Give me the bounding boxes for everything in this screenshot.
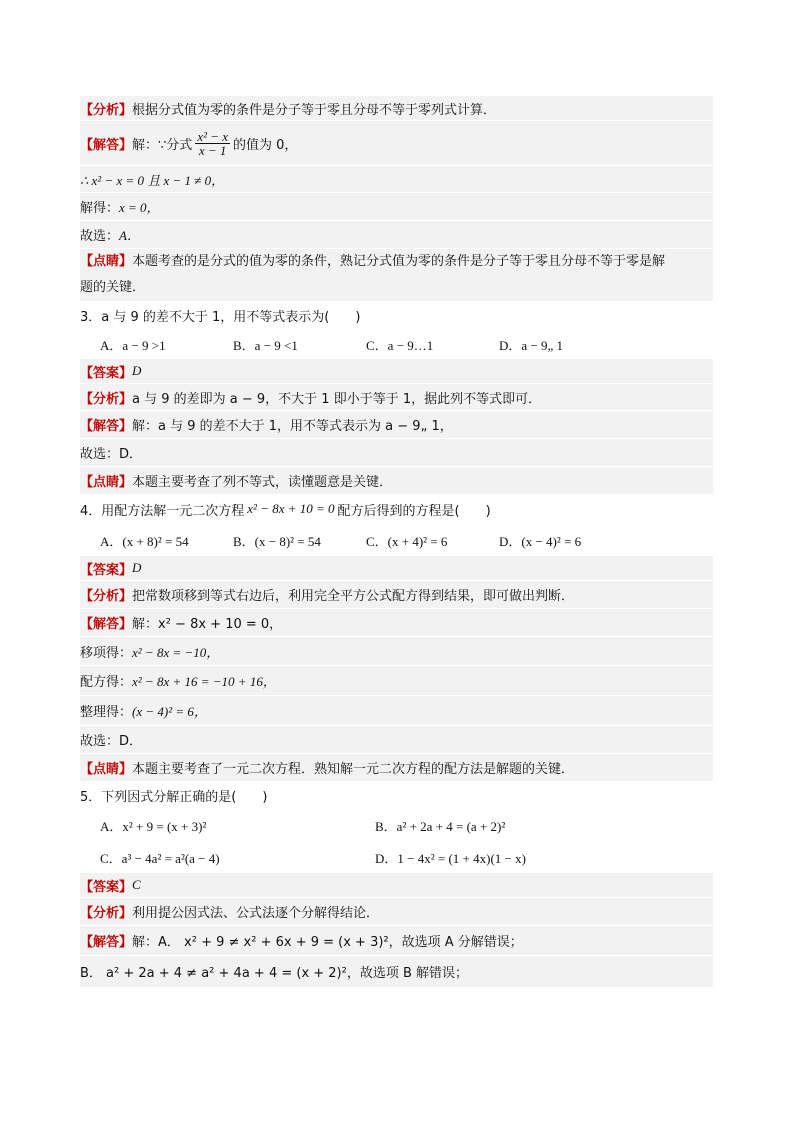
option-a: A．(x + 8)² = 54 (100, 533, 189, 549)
q4-step (80, 695, 713, 725)
answer-tag: 【解答】 (80, 137, 133, 153)
analysis-tag: 【分析】 (80, 391, 133, 407)
q4-stem (80, 494, 713, 524)
analysis-text: 根据分式值为零的条件是分子等于零且分母不等于零列式计算． (132, 102, 497, 118)
step-label: 移项得： (80, 645, 133, 661)
answer-text: 解：a 与 9 的差不大于 1，用不等式表示为 a − 9„ 1， (132, 419, 453, 434)
q4-comment (80, 753, 713, 781)
q3-options (80, 329, 713, 359)
option-d: D．1 − 4x² = (1 + 4x)(1 − x) (375, 850, 526, 866)
fraction-denominator: x − 1 (198, 142, 227, 158)
comment-tag: 【点睛】 (80, 762, 133, 777)
q4-choose (80, 725, 713, 753)
q5-analysis (80, 897, 713, 925)
q4-step (80, 665, 713, 695)
comment-tag: 【点睛】 (80, 254, 133, 269)
q4-answer (80, 608, 713, 636)
q3-comment (80, 466, 713, 494)
solution-page (80, 96, 713, 987)
option-a: A．a − 9 >1 (100, 337, 166, 353)
q2-choose (80, 220, 713, 248)
q3-answer-key (80, 359, 713, 383)
comment-text: 本题主要考查了一元二次方程．熟知解一元二次方程的配方法是解题的关键． (132, 762, 575, 777)
choose-value: A． (119, 228, 140, 243)
q2-answer (80, 120, 713, 165)
question-stem: 5．下列因式分解正确的是( ) (80, 789, 268, 805)
question-stem: 3．a 与 9 的差不大于 1，用不等式表示为( ) (80, 309, 361, 325)
option-a: A．x² + 9 = (x + 3)² (100, 818, 207, 834)
q2-analysis (80, 96, 713, 120)
step-equation: x = 0， (119, 200, 160, 215)
answer-text: B． a² + 2a + 4 ≠ a² + 4a + 4 = (x + 2)²，故选项 B 解错误； (80, 966, 469, 981)
answer-text: 解：A． x² + 9 ≠ x² + 6x + 9 = (x + 3)²，故选项 A 分解错误； (132, 935, 523, 950)
analysis-text: 把常数项移到等式右边后，利用完全平方公式配方得到结果，即可做出判断． (132, 589, 575, 604)
q4-step (80, 636, 713, 665)
q2-step1 (80, 165, 713, 192)
choose-label: 故选： (80, 229, 120, 244)
q2-step2 (80, 192, 713, 220)
question-stem-b: 配方后得到的方程是( ) (337, 503, 491, 519)
step-label: 整理得： (80, 705, 133, 720)
choose-text: 故选：D． (80, 734, 143, 749)
q5-options-row1 (80, 809, 713, 841)
choose-text: 故选：D． (80, 447, 143, 462)
answer-key-tag: 【答案】 (80, 562, 133, 578)
step-label: 配方得： (80, 675, 133, 690)
q4-options (80, 524, 713, 556)
analysis-tag: 【分析】 (80, 906, 133, 921)
analysis-tag: 【分析】 (80, 102, 133, 118)
step-equation: ∴ x² − x = 0 且 x − 1 ≠ 0， (80, 172, 225, 188)
q5-answer-key (80, 873, 713, 897)
q5-answer-line2 (80, 955, 713, 987)
option-b: B．a − 9 <1 (233, 337, 298, 353)
fraction-numerator: x² − x (197, 128, 229, 144)
q4-analysis (80, 580, 713, 608)
answer-key-tag: 【答案】 (80, 879, 133, 895)
option-b: B．(x − 8)² = 54 (233, 533, 321, 549)
analysis-text: a 与 9 的差即为 a − 9，不大于 1 即小于等于 1，据此列不等式即可． (132, 391, 542, 407)
option-c: C．(x + 4)² = 6 (366, 533, 448, 549)
step-equation: x² − 8x = −10， (132, 644, 220, 660)
option-d: D．a − 9„ 1 (499, 337, 564, 353)
comment-text: 本题主要考查了列不等式，读懂题意是关键． (132, 475, 393, 490)
answer-text-a: ∵分式 (158, 137, 193, 153)
answer-text-b: 的值为 0， (233, 137, 298, 153)
q5-stem (80, 781, 713, 809)
option-b: B．a² + 2a + 4 = (a + 2)² (375, 818, 506, 834)
answer-tag: 【解答】 (80, 419, 133, 434)
answer-prefix: 解： (132, 137, 159, 153)
step-label: 解得： (80, 201, 120, 216)
q3-answer (80, 410, 713, 438)
comment-line2: 题的关键． (80, 280, 146, 295)
question-stem-a: 4．用配方法解一元二次方程 (80, 503, 245, 519)
answer-tag: 【解答】 (80, 617, 133, 632)
fraction (195, 130, 230, 157)
analysis-tag: 【分析】 (80, 589, 133, 604)
q5-answer-line1 (80, 925, 713, 955)
option-c: C．a − 9…1 (366, 337, 434, 353)
option-c: C．a³ − 4a² = a²(a − 4) (100, 850, 220, 866)
q3-stem (80, 301, 713, 329)
answer-text: 解：x² − 8x + 10 = 0， (132, 617, 283, 632)
step-equation: x² − 8x + 16 = −10 + 16， (132, 674, 276, 689)
option-d: D．(x − 4)² = 6 (499, 533, 582, 549)
analysis-text: 利用提公因式法、公式法逐个分解得结论． (132, 906, 380, 921)
q3-choose (80, 438, 713, 466)
answer-key-tag: 【答案】 (80, 365, 133, 381)
step-equation: (x − 4)² = 6， (132, 704, 207, 719)
question-equation: x² − 8x + 10 = 0 (247, 501, 335, 516)
answer-tag: 【解答】 (80, 935, 133, 950)
q2-comment (80, 248, 713, 301)
q5-options-row2 (80, 841, 713, 873)
comment-line1: 本题考查的是分式的值为零的条件，熟记分式值为零的条件是分子等于零且分母不等于零是解 (132, 254, 666, 269)
answer-key: D (132, 363, 142, 378)
q3-analysis (80, 383, 713, 410)
q4-answer-key (80, 556, 713, 580)
answer-key: D (132, 560, 142, 575)
comment-tag: 【点睛】 (80, 475, 133, 490)
answer-key: C (132, 877, 141, 892)
